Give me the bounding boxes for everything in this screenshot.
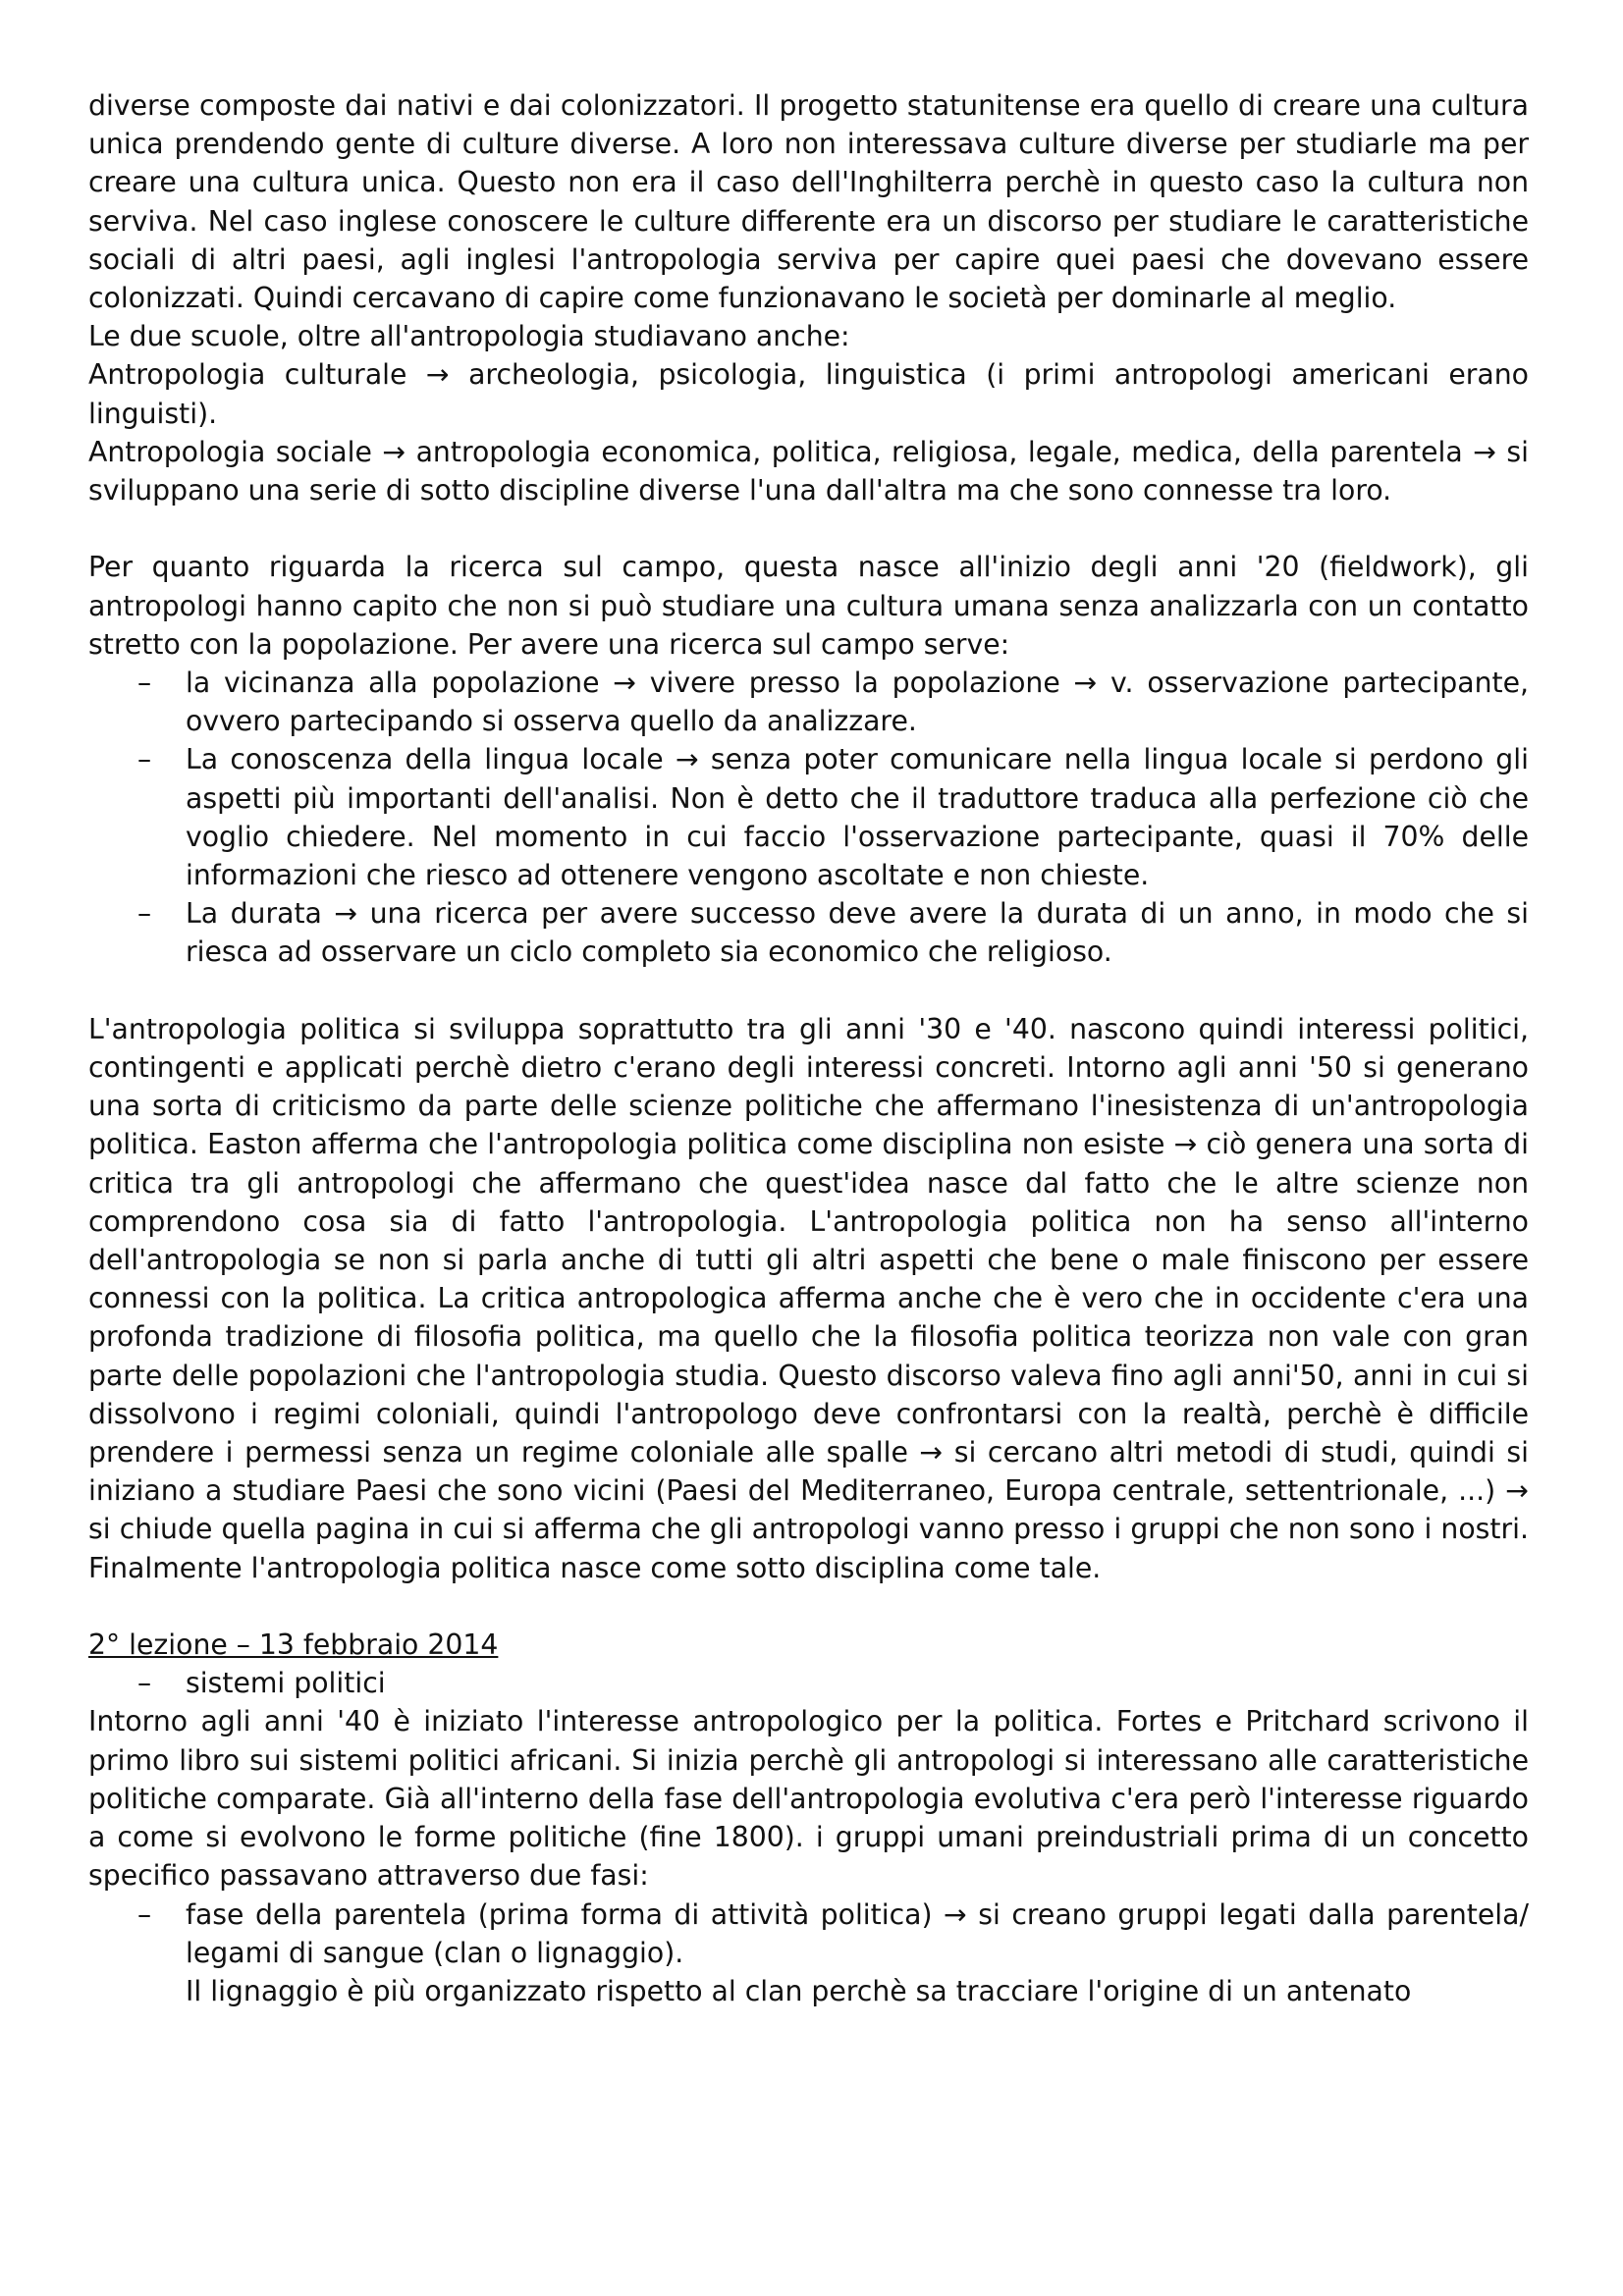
list-item [88,664,1529,740]
document-page [88,86,1529,2010]
dash-bullet: – [137,667,152,700]
dash-bullet: – [137,743,152,776]
lesson-heading [88,1626,1529,1664]
fieldwork-list [88,664,1529,972]
list-item-text: La conoscenza della lingua locale → senza poter comunicare nella lingua locale si perdono gli aspetti più importanti dell'analisi. Non è detto che il traduttore traduca alla perfezione ciò che voglio chiedere. Nel momento in cui faccio l'osservazione partecipante, quasi il 70% delle informazioni che riesco ad ottenere vengono ascoltate e non chieste. [186,743,1529,892]
phases-list [88,1896,1529,2011]
list-item [88,1896,1529,1972]
intro-paragraph-4: Antropologia sociale → antropologia economica, politica, religiosa, legale, medica, della parentela → si sviluppano una serie di sotto discipline diverse l'una dall'altra ma che sono connesse tra loro. [88,435,1529,507]
intro-paragraph-1: diverse composte dai nativi e dai colonizzatori. Il progetto statunitense era quello di creare una cultura unica prendendo gente di culture diverse. A loro non interessava culture diverse per studiarle ma per creare una cultura unica. Questo non era il caso dell'Inghilterra perchè in questo caso la cultura non serviva. Nel caso inglese conoscere le culture differente era un discorso per studiare le caratteristiche sociali di altri paesi, agli inglesi l'antropologia serviva per capire quei paesi che dovevano essere colonizzati. Quindi cercavano di capire come funzionavano le società per dominarle al meglio. [88,89,1529,315]
intro-paragraph-2: Le due scuole, oltre all'antropologia studiavano anche: [88,320,850,353]
list-item [88,1664,1529,1702]
intro-paragraph-3: Antropologia culturale → archeologia, psicologia, linguistica (i primi antropologi americani erano linguisti). [88,358,1529,430]
paragraph-gap [88,1587,1529,1626]
fieldwork-intro: Per quanto riguarda la ricerca sul campo, questa nasce all'inizio degli anni '20 (fieldwork), gli antropologi hanno capito che non si può studiare una cultura umana senza analizzarla con un contatto stretto con la popolazione. Per avere una ricerca sul campo serve: [88,551,1529,661]
list-item [88,740,1529,894]
dash-bullet: – [137,1667,152,1700]
lesson-heading-text: 2° lezione – 13 febbraio 2014 [88,1629,499,1662]
list-item-text: La durata → una ricerca per avere successo deve avere la durata di un anno, in modo che si riesca ad osservare un ciclo completo sia economico che religioso. [186,897,1529,969]
list-item-continuation [88,1972,1529,2010]
list-item-text: Il lignaggio è più organizzato rispetto al clan perchè sa tracciare l'origine di un antenato [186,1974,1412,2007]
lesson-paragraph: Intorno agli anni '40 è iniziato l'interesse antropologico per la politica. Fortes e Pritchard scrivono il primo libro sui sistemi politici africani. Si inizia perchè gli antropologi si interessano alle caratteristiche politiche comparate. Già all'interno della fase dell'antropologia evolutiva c'era però l'interesse riguardo a come si evolvono le forme politiche (fine 1800). i gruppi umani preindustriali prima di un concetto specifico passavano attraverso due fasi: [88,1705,1529,1893]
list-item-text: fase della parentela (prima forma di attività politica) → si creano gruppi legati dalla parentela/ legami di sangue (clan o lignaggio). [186,1897,1529,1969]
paragraph-gap [88,509,1529,548]
list-item-text: la vicinanza alla popolazione → vivere presso la popolazione → v. osservazione partecipante, ovvero partecipando si osserva quello da analizzare. [186,667,1529,738]
paragraph-gap [88,972,1529,1010]
list-item-text: sistemi politici [186,1667,386,1700]
list-item [88,894,1529,971]
dash-bullet: – [137,1897,152,1931]
political-anthropology-paragraph: L'antropologia politica si sviluppa soprattutto tra gli anni '30 e '40. nascono quindi interessi politici, contingenti e applicati perchè dietro c'erano degli interessi concreti. Intorno agli anni '50 si generano una sorta di criticismo da parte delle scienze politiche che affermano l'inesistenza di un'antropologia politica. Easton afferma che l'antropologia politica come disciplina non esiste → ciò genera una sorta di critica tra gli antropologi che affermano che quest'idea nasce dal fatto che le altre scienze non comprendono cosa sia di fatto l'antropologia. L'antropologia politica non ha senso all'interno dell'antropologia se non si parla anche di tutti gli altri aspetti che bene o male finiscono per essere connessi con la politica. La critica antropologica afferma anche che è vero che in occidente c'era una profonda tradizione di filosofia politica, ma quello che la filosofia politica teorizza non vale con gran parte delle popolazioni che l'antropologia studia. Questo discorso valeva fino agli anni'50, anni in cui si dissolvono i regimi coloniali, quindi l'antropologo deve confrontarsi con la realtà, perchè è difficile prendere i permessi senza un regime coloniale alle spalle → si cercano altri metodi di studi, quindi si iniziano a studiare Paesi che sono vicini (Paesi del Mediterraneo, Europa centrale, settentrionale, ...) → si chiude quella pagina in cui si afferma che gli antropologi vanno presso i gruppi che non sono i nostri. Finalmente l'antropologia politica nasce come sotto disciplina come tale. [88,1012,1529,1584]
topic-list [88,1664,1529,1702]
dash-bullet: – [137,897,152,931]
